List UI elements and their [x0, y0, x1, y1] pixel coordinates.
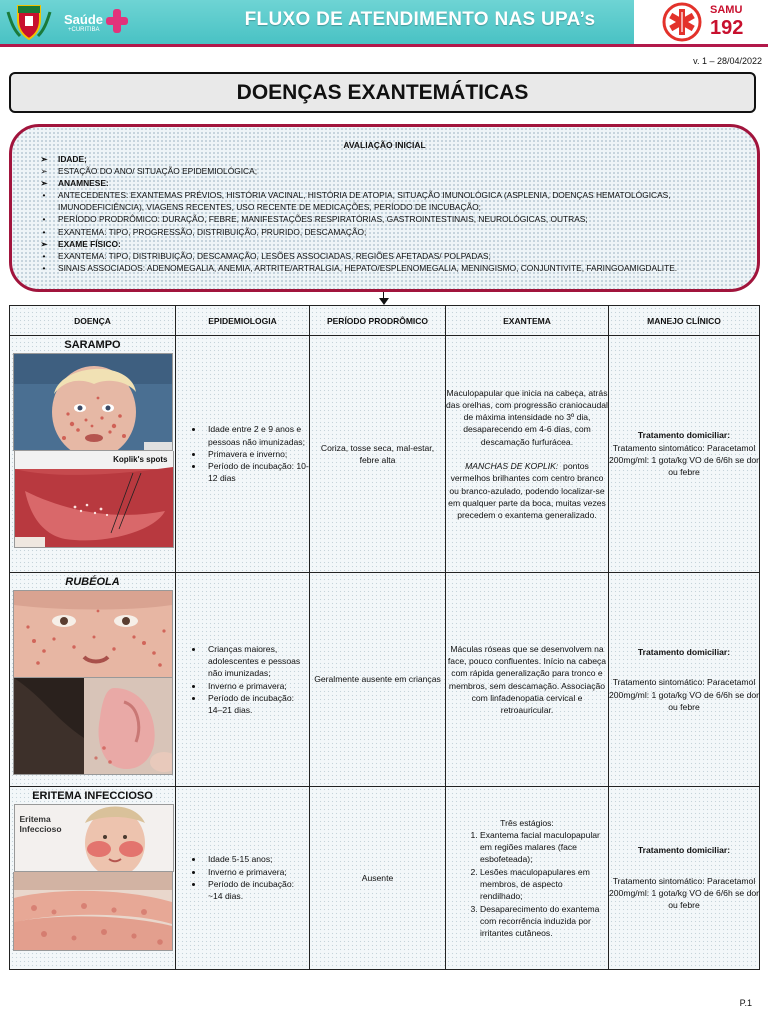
disease-name: RUBÉOLA	[65, 576, 120, 588]
evaluation-item-text: ANAMNESE:	[58, 178, 109, 189]
page-title: DOENÇAS EXANTEMÁTICAS	[9, 72, 756, 113]
epidemiology-cell	[176, 573, 310, 787]
evaluation-item-text: IDADE;	[58, 154, 87, 164]
exanthem-stage-item: 1. Exantema facial maculopapular em regiões malares (face esbofeteada);	[480, 829, 602, 866]
diseases-table	[9, 305, 760, 970]
saude-mark-icon	[106, 8, 128, 34]
management-text: Tratamento sintomático: Paracetamol 200mg/ml: 1 gota/kg VO de 6/6h se dor ou febre	[609, 875, 760, 911]
exanthem-stage-item: 2. Lesões maculopapulares em membros, de aspecto rendilhado;	[480, 866, 602, 903]
table-header-row	[10, 306, 760, 336]
epidemiology-item: • Idade 5-15 anos;	[204, 853, 309, 865]
initial-evaluation-box	[9, 124, 760, 292]
page-header	[0, 0, 768, 46]
evaluation-item-text: PERÍODO PRODRÔMICO: DURAÇÃO, FEBRE, MANIFESTAÇÕES RESPIRATÓRIAS, GASTROINTESTINAIS, NEUROLÓGICAS, OUTRAS;	[58, 214, 588, 225]
disease-cell	[10, 573, 176, 787]
prodromal-cell: Ausente	[310, 787, 446, 970]
management-title: Tratamento domiciliar:	[637, 646, 731, 657]
evaluation-item-text: SINAIS ASSOCIADOS: ADENOMEGALIA, ANEMIA, ARTRITE/ARTRALGIA, HEPATO/ESPLENOMEGALIA, MENINGISMO, CONJUNTIVITE, FARINGOAMIGDALITE.	[58, 262, 678, 273]
evaluation-item-text: ESTAÇÃO DO ANO/ SITUAÇÃO EPIDEMIOLÓGICA;	[58, 166, 258, 177]
epidemiology-cell	[176, 336, 310, 573]
evaluation-bullet-icon: ➢	[40, 154, 48, 164]
epidemiology-list	[176, 643, 309, 717]
initial-evaluation-list	[38, 153, 738, 274]
samu-star-of-life-icon	[660, 2, 704, 42]
disease-cell	[10, 787, 176, 970]
column-header-prodromal: PERÍODO PRODRÔMICO	[310, 306, 446, 336]
evaluation-item-text: EXAME FÍSICO:	[58, 238, 121, 249]
koplik-photo-label: Koplik's spots	[113, 455, 168, 464]
table-row-sarampo	[10, 336, 760, 573]
column-header-disease: DOENÇA	[10, 306, 176, 336]
header-accent-line	[0, 44, 768, 47]
column-header-management: MANEJO CLÍNICO	[609, 306, 760, 336]
disease-name: ERITEMA INFECCIOSO	[32, 790, 153, 802]
epidemiology-item: • Período de incubação: ~14 dias.	[204, 878, 309, 903]
koplik-title: MANCHAS DE KOPLIK:	[465, 461, 559, 471]
koplik-photo-wrapper	[14, 451, 172, 548]
evaluation-item-text: EXANTEMA: TIPO, PROGRESSÃO, DISTRIBUIÇÃO, PRURIDO, DESCAMAÇÃO;	[58, 226, 367, 237]
evaluation-item	[38, 250, 738, 262]
koplik-text: pontos vermelhos brilhantes com centro branco ou branco-azulado, podendo localizar-se em qualquer parte da boca, muitas vezes precedem o exantema generalizado.	[448, 461, 606, 521]
evaluation-item	[38, 153, 738, 165]
evaluation-bullet-icon: •	[42, 262, 46, 273]
evaluation-item	[38, 262, 738, 274]
evaluation-item	[38, 189, 738, 213]
evaluation-bullet-icon: ➢	[40, 166, 48, 177]
evaluation-item	[38, 177, 738, 189]
management-cell	[609, 787, 760, 970]
evaluation-item	[38, 226, 738, 238]
epidemiology-cell	[176, 787, 310, 970]
exanthem-description: Maculopapular que inicia na cabeça, atrás das orelhas, com progressão craniocaudal de máxima intensidade no 3º dia, desaparecendo em 4-6 dias, com descamação furfurácea.	[446, 387, 608, 447]
header-title: FLUXO DE ATENDIMENTO NAS UPA’s	[244, 9, 596, 30]
epidemiology-item: • Idade entre 2 e 9 anos e pessoas não imunizadas;	[204, 423, 309, 448]
epidemiology-item: • Inverno e primavera;	[204, 866, 309, 878]
samu-logo-text: SAMU	[710, 4, 743, 16]
management-title: Tratamento domiciliar:	[637, 430, 731, 441]
management-cell	[609, 336, 760, 573]
rubella-face-photo	[13, 590, 173, 678]
evaluation-item	[38, 238, 738, 250]
column-header-epidemiology: EPIDEMIOLOGIA	[176, 306, 310, 336]
city-crest-icon	[6, 2, 52, 42]
epidemiology-list	[176, 423, 309, 484]
exanthem-cell	[446, 336, 609, 573]
evaluation-bullet-icon: •	[42, 250, 46, 261]
epidemiology-item: • Inverno e primavera;	[204, 680, 309, 692]
version-label: v. 1 – 28/04/2022	[693, 56, 762, 66]
koplik-description	[446, 460, 608, 521]
page-number: P.1	[739, 998, 752, 1008]
management-text: Tratamento sintomático: Paracetamol 200mg/ml: 1 gota/kg VO de 6/6h se dor ou febre	[609, 442, 760, 478]
evaluation-bullet-icon: •	[42, 226, 46, 237]
exanthem-stages-list	[446, 829, 608, 940]
samu-logo-number: 192	[710, 17, 744, 39]
prodromal-cell: Coriza, tosse seca, mal-estar, febre alta	[310, 336, 446, 573]
flow-arrow-down-icon	[379, 298, 389, 305]
eritema-arms-photo	[13, 872, 173, 951]
saude-logo-text: Saúde	[64, 12, 104, 27]
epidemiology-item: • Período de incubação: 14–21 dias.	[204, 692, 309, 717]
exanthem-cell: Máculas róseas que se desenvolvem na face, pouco confluentes. Início na cabeça com rápida generalização para tronco e membros, sem descamação. Associação com linfadenopatia cervical e retroauricular.	[446, 573, 609, 787]
evaluation-item-text: ANTECEDENTES: EXANTEMAS PRÉVIOS, HISTÓRIA VACINAL, HISTÓRIA DE ATOPIA, SITUAÇÃO IMUNOLÓGICA (ASPLENIA, DOENÇAS HEMATOLÓGICAS, IMUNODEFICIÊNCIA), VIAGENS RECENTES, USO RECENTE DE MEDICAÇÕES, PERÍODO DE INCUBAÇÃO;	[58, 190, 671, 213]
eritema-photo-label: Eritema Infeccioso	[19, 814, 62, 834]
eritema-photo-wrapper	[14, 804, 172, 872]
rubella-ear-photo	[13, 678, 173, 775]
measles-child-face-photo	[13, 353, 173, 451]
epidemiology-item: • Período de incubação: 10-12 dias	[204, 460, 309, 485]
epidemiology-item: • Crianças maiores, adolescentes e pessoas não imunizadas;	[204, 643, 309, 680]
evaluation-bullet-icon: •	[42, 190, 46, 201]
samu-logo	[660, 2, 760, 42]
management-title: Tratamento domiciliar:	[637, 845, 731, 856]
evaluation-bullet-icon: ➢	[40, 238, 48, 249]
table-row-eritema-infeccioso	[10, 787, 760, 970]
exanthem-intro: Três estágios:	[500, 817, 554, 828]
epidemiology-list	[176, 853, 309, 902]
exanthem-stage-item: 3. Desaparecimento do exantema com recorrência induzida por irritantes cutâneos.	[480, 903, 602, 940]
table-row-rubeola	[10, 573, 760, 787]
koplik-spots-photo	[14, 451, 174, 548]
evaluation-item-text: EXANTEMA: TIPO, DISTRIBUIÇÃO, DESCAMAÇÃO, LESÕES ASSOCIADAS, REGIÕES AFETADAS/ POLPADAS;	[58, 250, 491, 261]
initial-evaluation-title: AVALIAÇÃO INICIAL	[343, 140, 426, 150]
evaluation-bullet-icon: ➢	[40, 178, 48, 189]
saude-logo	[64, 8, 130, 38]
management-cell	[609, 573, 760, 787]
epidemiology-item: • Primavera e inverno;	[204, 448, 309, 460]
evaluation-item	[38, 165, 738, 177]
prodromal-cell: Geralmente ausente em crianças	[310, 573, 446, 787]
disease-name: SARAMPO	[64, 339, 121, 351]
management-text: Tratamento sintomático: Paracetamol 200mg/ml: 1 gota/kg VO de 6/6h se dor ou febre	[609, 677, 760, 712]
exanthem-cell	[446, 787, 609, 970]
saude-logo-subtext: +CURITIBA	[68, 27, 100, 33]
evaluation-bullet-icon: •	[42, 214, 46, 225]
disease-cell	[10, 336, 176, 573]
column-header-exanthem: EXANTEMA	[446, 306, 609, 336]
evaluation-item	[38, 213, 738, 225]
